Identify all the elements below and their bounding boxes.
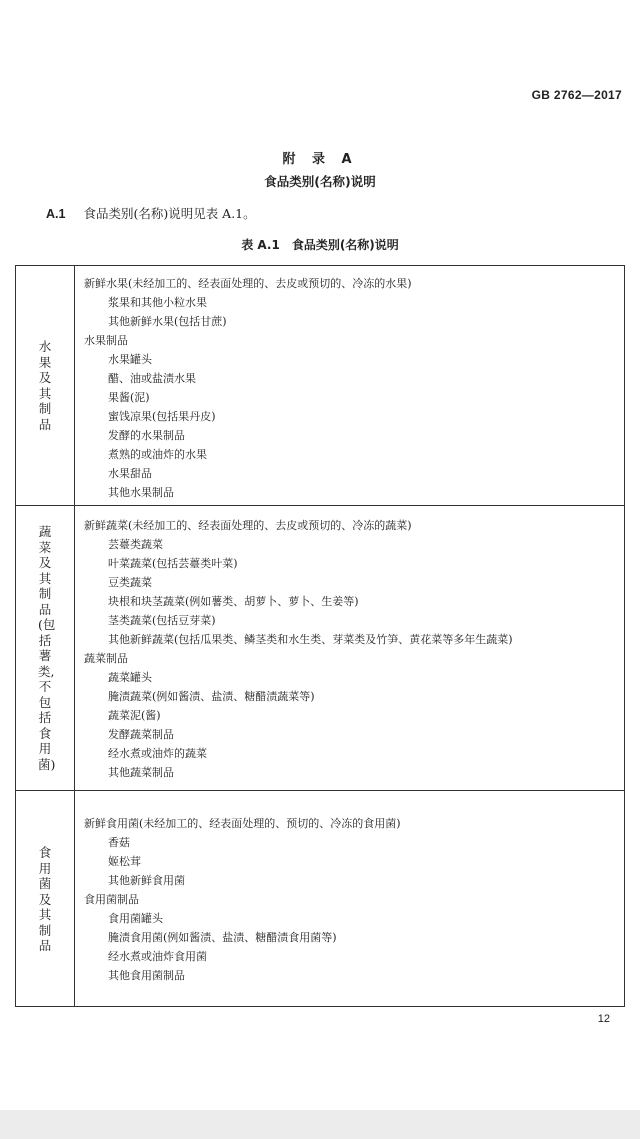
food-category-table [15, 265, 625, 1007]
list-item: 腌渍蔬菜(例如酱渍、盐渍、糖醋渍蔬菜等) [108, 690, 315, 703]
row-divider [16, 505, 624, 506]
list-item: 芸薹类蔬菜 [108, 538, 163, 551]
list-item: 煮熟的或油炸的水果 [108, 448, 207, 461]
category-label: 水果及其制品 [38, 339, 52, 432]
category-cell [16, 266, 74, 505]
category-label: 蔬菜及其制品(包括薯类,不包括食用菌) [38, 524, 56, 772]
category-label: 食用菌及其制品 [38, 845, 52, 954]
category-cell [16, 506, 74, 790]
list-item: 浆果和其他小粒水果 [108, 296, 207, 309]
column-divider [74, 266, 75, 1006]
list-item: 其他食用菌制品 [108, 969, 185, 982]
list-item: 其他新鲜蔬菜(包括瓜果类、鳞茎类和水生类、芽菜类及竹笋、黄花菜等多年生蔬菜) [108, 633, 513, 646]
list-item: 其他水果制品 [108, 486, 174, 499]
list-item: 其他蔬菜制品 [108, 766, 174, 779]
list-item: 豆类蔬菜 [108, 576, 152, 589]
list-item: 果酱(泥) [108, 391, 150, 404]
appendix-subtitle: 食品类别(名称)说明 [264, 174, 376, 189]
appendix-title: 附 录 A [282, 152, 358, 167]
list-item: 其他新鲜食用菌 [108, 874, 185, 887]
list-item: 叶菜蔬菜(包括芸薹类叶菜) [108, 557, 238, 570]
section-number: A.1 [46, 207, 66, 221]
subcategory-heading: 水果制品 [84, 334, 128, 347]
bottom-bar [0, 1110, 640, 1139]
category-cell [16, 791, 74, 1008]
list-item: 香菇 [108, 836, 130, 849]
item-list [84, 814, 401, 985]
list-item: 食用菌罐头 [108, 912, 163, 925]
list-item: 茎类蔬菜(包括豆芽菜) [108, 614, 216, 627]
subcategory-heading: 蔬菜制品 [84, 652, 128, 665]
subcategory-heading: 新鲜蔬菜(未经加工的、经表面处理的、去皮或预切的、冷冻的蔬菜) [84, 519, 412, 532]
item-list [84, 274, 412, 502]
list-item: 水果甜品 [108, 467, 152, 480]
list-item: 块根和块茎蔬菜(例如薯类、胡萝卜、萝卜、生姜等) [108, 595, 359, 608]
row-divider [16, 790, 624, 791]
list-item: 姬松茸 [108, 855, 141, 868]
intro-text: 食品类别(名称)说明见表 A.1。 [83, 206, 256, 221]
list-item: 蔬菜罐头 [108, 671, 152, 684]
list-item: 其他新鲜水果(包括甘蔗) [108, 315, 227, 328]
subcategory-heading: 新鲜水果(未经加工的、经表面处理的、去皮或预切的、冷冻的水果) [84, 277, 412, 290]
list-item: 经水煮或油炸食用菌 [108, 950, 207, 963]
table-caption [0, 236, 640, 253]
list-item: 蜜饯凉果(包括果丹皮) [108, 410, 216, 423]
document-code: GB 2762—2017 [531, 88, 622, 102]
list-item: 水果罐头 [108, 353, 152, 366]
list-item: 发酵蔬菜制品 [108, 728, 174, 741]
item-list [84, 516, 513, 782]
table-title: 食品类别(名称)说明 [291, 238, 399, 252]
subcategory-heading: 新鲜食用菌(未经加工的、经表面处理的、预切的、冷冻的食用菌) [84, 817, 401, 830]
intro-paragraph [46, 204, 256, 222]
list-item: 发酵的水果制品 [108, 429, 185, 442]
list-item: 经水煮或油炸的蔬菜 [108, 747, 207, 760]
subcategory-heading: 食用菌制品 [84, 893, 139, 906]
page-number: 12 [597, 1013, 610, 1025]
table-number: 表 A.1 [241, 238, 280, 252]
list-item: 蔬菜泥(酱) [108, 709, 161, 722]
list-item: 腌渍食用菌(例如酱渍、盐渍、糖醋渍食用菌等) [108, 931, 337, 944]
list-item: 醋、油或盐渍水果 [108, 372, 196, 385]
